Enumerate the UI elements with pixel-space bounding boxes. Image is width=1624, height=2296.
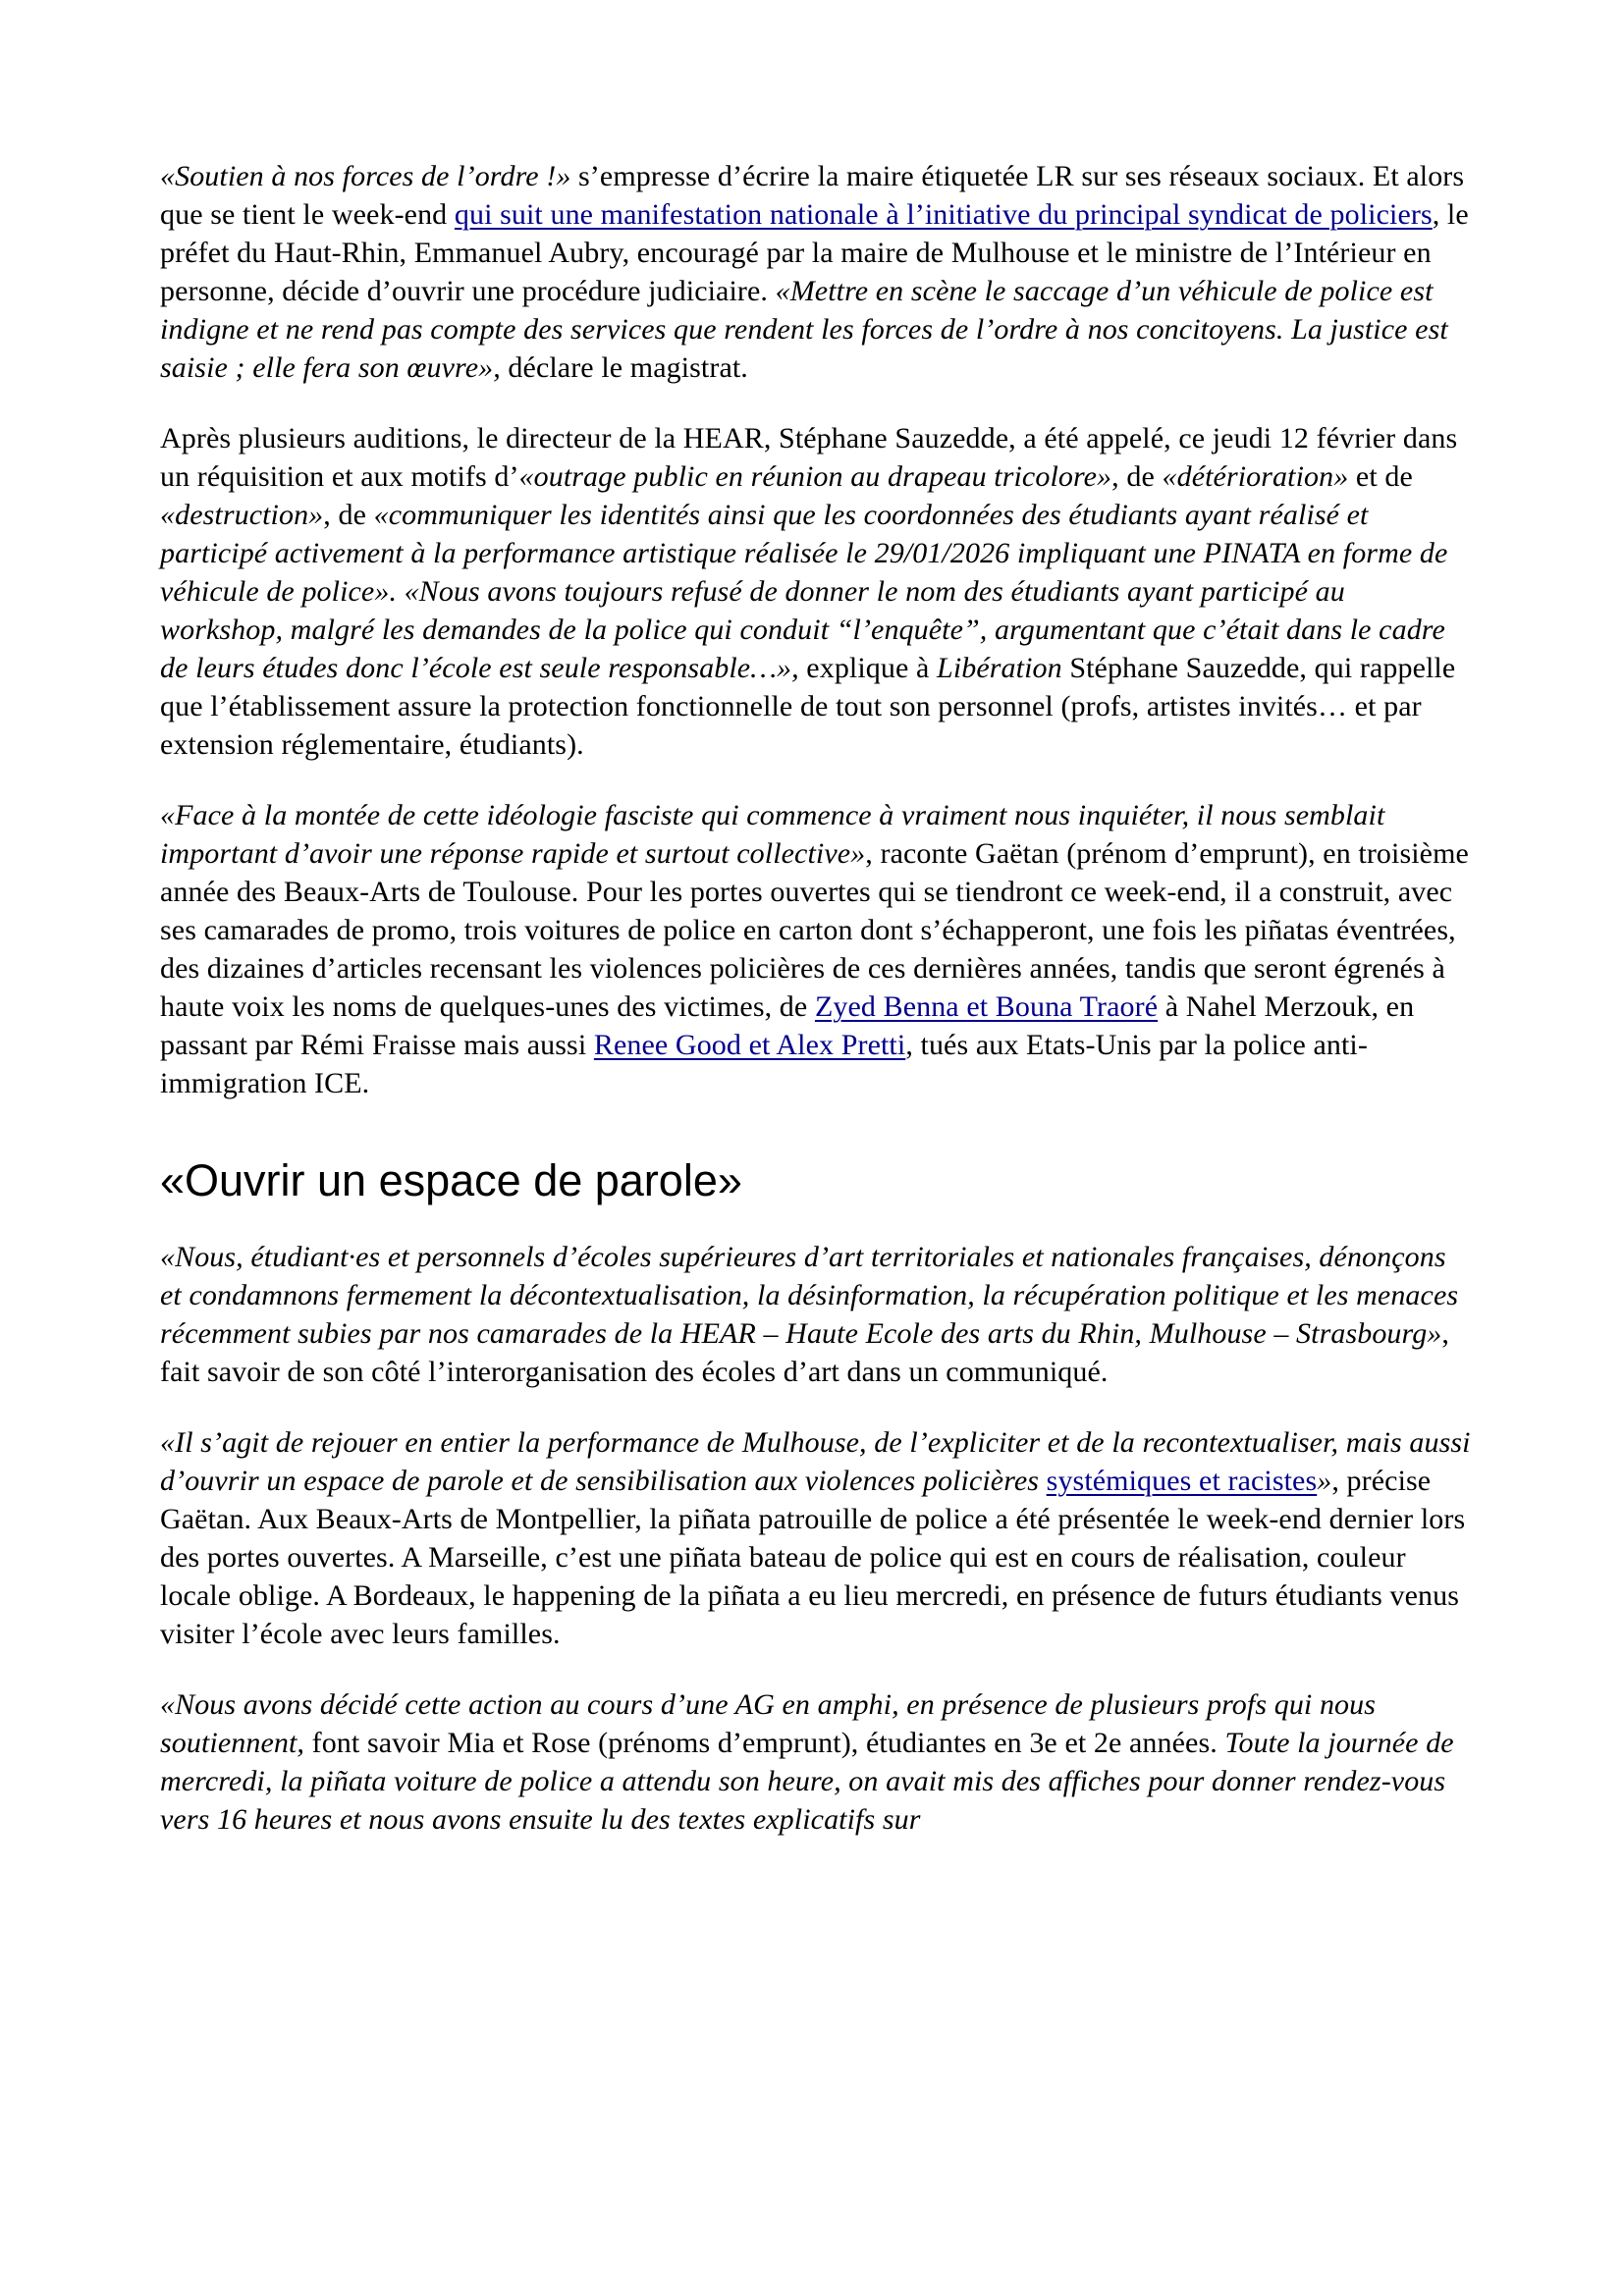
body-text: s’empresse d’écrire la maire étiquetée LR sur ses réseaux sociaux. Et alors que se tient le week-end [160, 160, 1465, 231]
body-text: , fait savoir de son côté l’interorganisation des écoles d’art dans un communiqué. [160, 1317, 1449, 1388]
quote-text: «Mettre en scène le saccage d’un véhicule de police est indigne et ne rend pas compte des services que rendent les forces de l’ordre à nos concitoyens. La justice est saisie ; elle fera son œuvre», [160, 275, 1448, 384]
paragraph [160, 1423, 1475, 1653]
quote-text: «Nous, étudiant·es et personnels d’écoles supérieures d’art territoriales et nationales françaises, dénonçons et condamnons fermement la décontextualisation, la désinformation, la récupération politique et les menaces récemment subies par nos camarades de la HEAR – Haute Ecole des arts du Rhin, Mulhouse – Strasbourg» [160, 1241, 1459, 1350]
body-text: à Nahel Merzouk, en passant par Rémi Fraisse mais aussi [160, 990, 1415, 1061]
quote-text: «outrage public en réunion au drapeau tricolore» [518, 460, 1112, 493]
body-text: , de [1111, 460, 1163, 493]
inline-link[interactable]: qui suit une manifestation nationale à l’initiative du principal syndicat de policiers [454, 198, 1433, 231]
quote-text: Toute la journée de mercredi, la piñata voiture de police a attendu son heure, on avait mis des affiches pour donner rendez-vous vers 16 heures et nous avons ensuite lu des textes explicatifs sur [160, 1727, 1454, 1836]
body-text: , raconte Gaëtan (prénom d’emprunt), en troisième année des Beaux-Arts de Toulouse. Pour les portes ouvertes qui se tiendront ce week-end, il a construit, avec ses camarades de promo, trois voitures de police en carton dont s’échapperont, une fois les piñatas éventrées, des dizaines d’articles recensant les violences policières de ces dernières années, tandis que seront égrenés à haute voix les noms de quelques-unes des victimes, de [160, 837, 1469, 1023]
body-text: , précise Gaëtan. Aux Beaux-Arts de Montpellier, la piñata patrouille de police a été présentée le week-end dernier lors des portes ouvertes. A Marseille, c’est une piñata bateau de police qui est en cours de réalisation, couleur locale oblige. A Bordeaux, le happening de la piñata a eu lieu mercredi, en présence de futurs étudiants venus visiter l’école avec leurs familles. [160, 1465, 1466, 1650]
quote-text: «destruction» [160, 499, 324, 531]
paragraph [160, 419, 1475, 764]
body-text: et de [1348, 460, 1413, 493]
body-text: explique à [798, 652, 938, 684]
body-text: Après plusieurs auditions, le directeur de la HEAR, Stéphane Sauzedde, a été appelé, ce jeudi 12 février dans un réquisition et aux motifs d’ [160, 422, 1458, 493]
inline-link[interactable]: systémiques et racistes [1046, 1465, 1318, 1497]
paragraph [160, 1238, 1475, 1391]
paragraph [160, 157, 1475, 387]
inline-link[interactable]: Renee Good et Alex Pretti [593, 1029, 906, 1061]
body-text: , tués aux Etats-Unis par la police anti-immigration ICE. [160, 1029, 1368, 1099]
quote-text: Libération [937, 652, 1062, 684]
quote-text: «communiquer les identités ainsi que les coordonnées des étudiants ayant réalisé et participé activement à la performance artistique réalisée le 29/01/2026 impliquant une PINATA en forme de véhicule de police». «Nous avons toujours refusé de donner le nom des étudiants ayant participé au workshop, malgré les demandes de la police qui conduit “l’enquête”, argumentant que c’était dans le cadre de leurs études donc l’école est seule responsable…», [160, 499, 1448, 684]
quote-text: «Face à la montée de cette idéologie fasciste qui commence à vraiment nous inquiéter, il nous semblait important d’avoir une réponse rapide et surtout collective» [160, 799, 1385, 870]
article-body [160, 157, 1475, 1839]
section-heading: «Ouvrir un espace de parole» [160, 1155, 742, 1205]
quote-text: «Soutien à nos forces de l’ordre !» [160, 160, 571, 192]
inline-link[interactable]: Zyed Benna et Bouna Traoré [814, 990, 1159, 1023]
paragraph [160, 1685, 1475, 1839]
quote-text: » [1317, 1465, 1332, 1497]
body-text: , de [323, 499, 374, 531]
paragraph [160, 796, 1475, 1102]
body-text: Stéphane Sauzedde, qui rappelle que l’établissement assure la protection fonctionnelle de tout son personnel (profs, artistes invités… et par extension réglementaire, étudiants). [160, 652, 1456, 761]
quote-text: «Nous avons décidé cette action au cours d’une AG en amphi, en présence de plusieurs profs qui nous soutiennent, [160, 1688, 1377, 1759]
quote-text: «Il s’agit de rejouer en entier la performance de Mulhouse, de l’expliciter et de la recontextualiser, mais aussi d’ouvrir un espace de parole et de sensibilisation aux violences policières [160, 1426, 1471, 1497]
body-text: , le préfet du Haut-Rhin, Emmanuel Aubry, encouragé par la maire de Mulhouse et le ministre de l’Intérieur en personne, décide d’ouvrir une procédure judiciaire. [160, 198, 1469, 307]
quote-text: «détérioration» [1162, 460, 1349, 493]
body-text: font savoir Mia et Rose (prénoms d’emprunt), étudiantes en 3e et 2e années. [304, 1727, 1225, 1759]
body-text: déclare le magistrat. [500, 351, 748, 384]
